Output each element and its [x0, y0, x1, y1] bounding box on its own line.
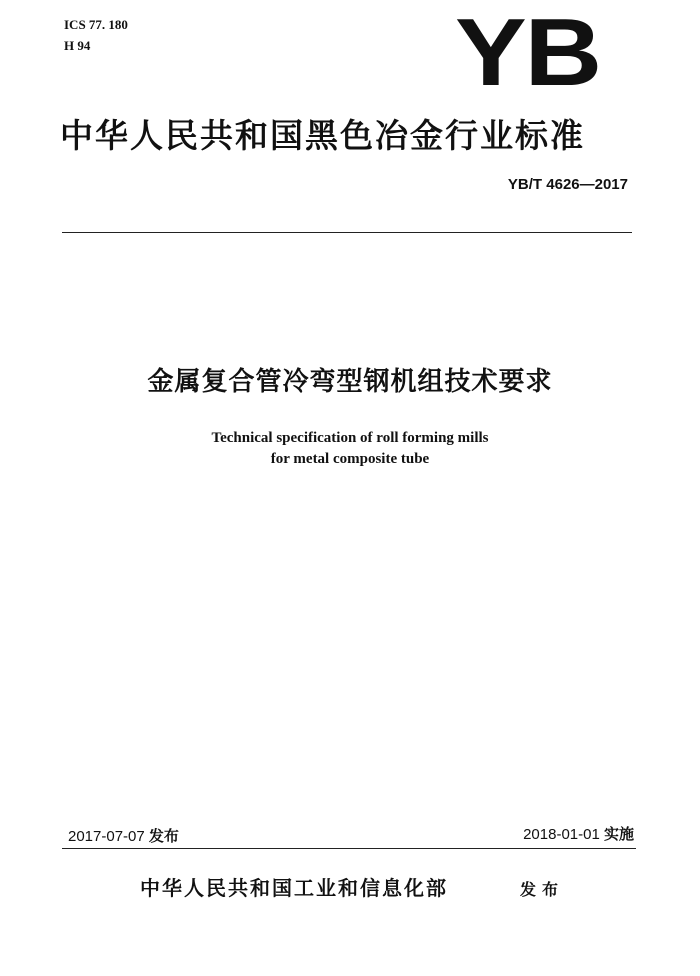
- issue-date: 2017-07-07: [68, 828, 145, 845]
- yb-logo: YB: [455, 0, 600, 106]
- implement-date-block: [420, 824, 634, 845]
- issue-date-block: [68, 826, 179, 847]
- ics-code: ICS 77. 180: [64, 17, 128, 32]
- issuer-action: 发布: [520, 880, 565, 899]
- issue-label: 发布: [148, 827, 179, 845]
- issuer: 中华人民共和国工业和信息化部: [140, 876, 448, 900]
- org-title: 中华人民共和国黑色冶金行业标准: [60, 116, 585, 155]
- title-english-line1: Technical specification of roll forming mills: [211, 430, 489, 446]
- top-divider: [62, 232, 632, 233]
- standard-number: YB/T 4626—2017: [507, 176, 628, 193]
- implement-date: 2018-01-01: [523, 826, 600, 843]
- title-english: [60, 428, 640, 470]
- title-chinese: 金属复合管冷弯型钢机组技术要求: [147, 367, 553, 397]
- implement-label: 实施: [603, 825, 634, 843]
- title-english-line2: for metal composite tube: [270, 451, 430, 467]
- ccs-code: H 94: [64, 38, 91, 53]
- bottom-divider: [62, 848, 636, 849]
